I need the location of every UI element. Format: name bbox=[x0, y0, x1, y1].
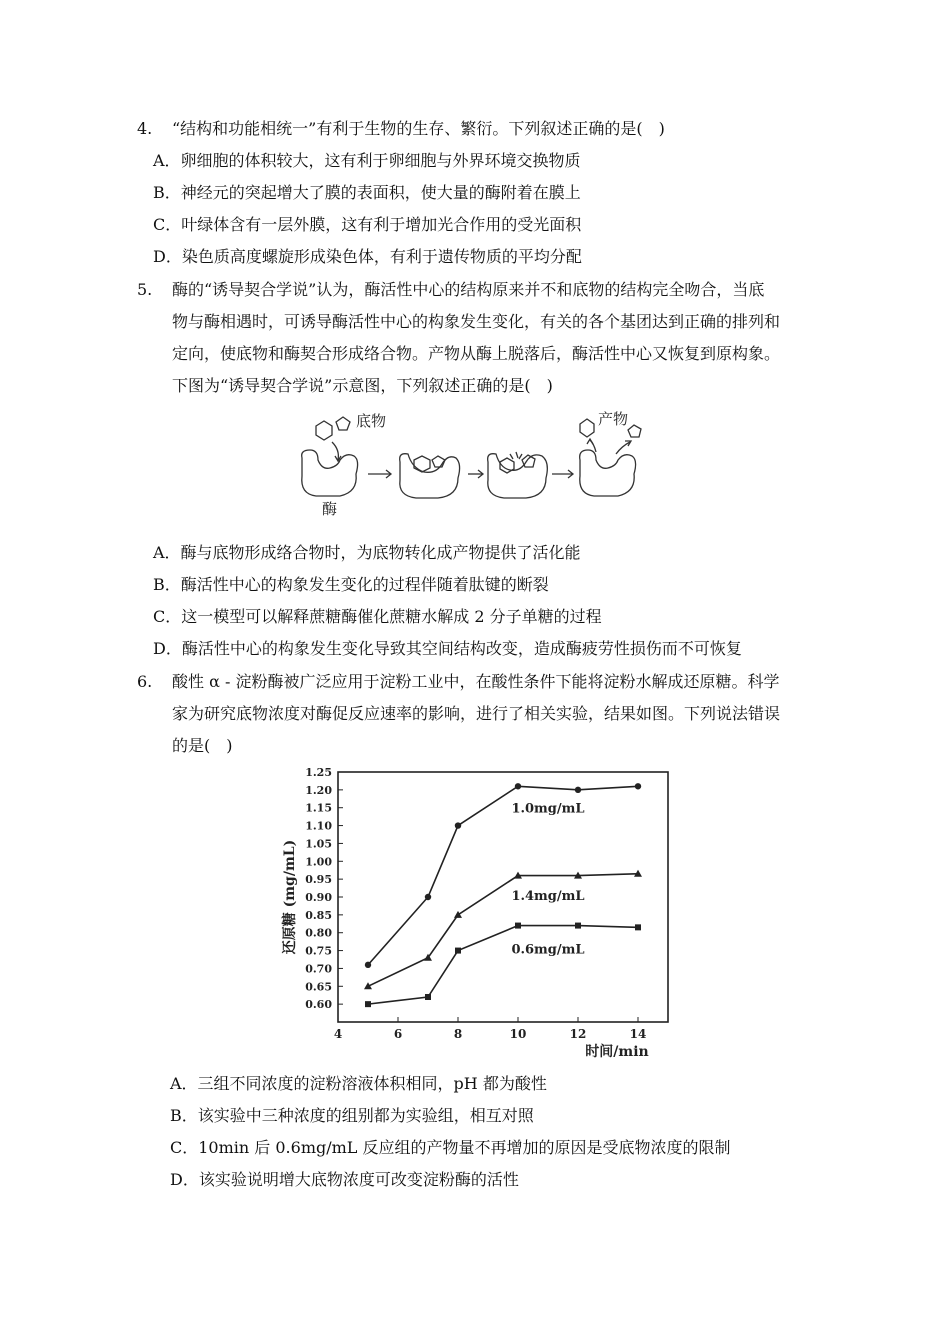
question-5-option-a: A．酶与底物形成络合物时，为底物转化成产物提供了活化能 bbox=[153, 543, 581, 562]
substrate-pentagon-shape bbox=[336, 417, 350, 430]
enzyme-shape-3 bbox=[488, 454, 548, 498]
question-5-option-c: C．这一模型可以解释蔗糖酶催化蔗糖水解成 2 分子单糖的过程 bbox=[153, 607, 602, 626]
question-5-stem-line-4: 下图为“诱导契合学说”示意图，下列叙述正确的是( ) bbox=[172, 376, 553, 395]
question-4-option-c: C．叶绿体含有一层外膜，这有利于增加光合作用的受光面积 bbox=[153, 215, 582, 234]
x-tick-label: 12 bbox=[569, 1027, 587, 1041]
series-line bbox=[368, 874, 638, 987]
x-tick-label: 14 bbox=[629, 1027, 647, 1041]
question-6-option-a: A．三组不同浓度的淀粉溶液体积相同，pH 都为酸性 bbox=[170, 1074, 547, 1093]
question-6-option-d: D．该实验说明增大底物浓度可改变淀粉酶的活性 bbox=[170, 1170, 519, 1189]
question-6-stem-line-2: 家为研究底物浓度对酶促反应速率的影响，进行了相关实验，结果如图。下列说法错误 bbox=[172, 704, 781, 723]
enzyme-shape-4 bbox=[580, 450, 636, 496]
product-label: 产物 bbox=[598, 410, 629, 428]
question-4-option-b: B．神经元的突起增大了膜的表面积，使大量的酶附着在膜上 bbox=[153, 183, 581, 202]
question-6-option-c: C．10min 后 0.6mg/mL 反应组的产物量不再增加的原因是受底物浓度的限制 bbox=[170, 1138, 731, 1157]
y-tick-label: 1.00 bbox=[305, 855, 332, 869]
question-6-stem-line-3: 的是( ) bbox=[172, 736, 233, 755]
y-tick-label: 0.70 bbox=[305, 962, 332, 976]
question-5-option-d: D．酶活性中心的构象发生变化导致其空间结构改变，造成酶疲劳性损伤而不可恢复 bbox=[153, 639, 742, 658]
series-label: 1.4mg/mL bbox=[511, 888, 585, 904]
data-point bbox=[455, 822, 461, 828]
question-6-option-b: B．该实验中三种浓度的组别都为实验组，相互对照 bbox=[170, 1106, 534, 1125]
enzyme-label: 酶 bbox=[322, 500, 338, 518]
data-point bbox=[635, 924, 641, 930]
data-point bbox=[425, 894, 431, 900]
y-tick-label: 0.60 bbox=[305, 998, 332, 1012]
data-point bbox=[575, 923, 581, 929]
data-point bbox=[455, 948, 461, 954]
x-tick-label: 10 bbox=[509, 1027, 527, 1041]
question-4-option-d: D．染色质高度螺旋形成染色体，有利于遗传物质的平均分配 bbox=[153, 247, 582, 266]
product-hexagon-shape bbox=[580, 419, 594, 437]
reducing-sugar-chart bbox=[276, 762, 676, 1062]
product-pentagon-shape bbox=[628, 425, 641, 437]
y-tick-label: 1.10 bbox=[305, 819, 332, 833]
x-tick-label: 4 bbox=[333, 1027, 343, 1041]
x-axis-label: 时间/min bbox=[585, 1044, 649, 1060]
x-tick-label: 6 bbox=[393, 1027, 403, 1041]
enzyme-shape-1 bbox=[302, 450, 358, 496]
question-5-number: 5. bbox=[137, 280, 153, 299]
question-6-number: 6. bbox=[137, 672, 153, 691]
y-tick-label: 0.80 bbox=[305, 926, 332, 940]
series-label: 1.0mg/mL bbox=[511, 801, 585, 817]
question-5-stem-line-3: 定向，使底物和酶契合形成络合物。产物从酶上脱落后，酶活性中心又恢复到原构象。 bbox=[172, 344, 781, 363]
question-5-option-b: B．酶活性中心的构象发生变化的过程伴随着肽键的断裂 bbox=[153, 575, 549, 594]
question-4-stem: “结构和功能相统一”有利于生物的生存、繁衍。下列叙述正确的是( ) bbox=[172, 119, 665, 138]
y-tick-label: 1.05 bbox=[305, 837, 332, 851]
question-4-option-a: A．卵细胞的体积较大，这有利于卵细胞与外界环境交换物质 bbox=[153, 151, 581, 170]
data-point bbox=[365, 1001, 371, 1007]
question-5-stem-line-1: 酶的“诱导契合学说”认为，酶活性中心的结构原来并不和底物的结构完全吻合，当底 bbox=[172, 280, 765, 299]
y-tick-label: 1.25 bbox=[305, 766, 332, 779]
substrate-label: 底物 bbox=[356, 412, 387, 430]
data-point bbox=[575, 787, 581, 793]
data-point bbox=[515, 783, 521, 789]
y-tick-label: 0.85 bbox=[305, 908, 332, 922]
data-point bbox=[515, 923, 521, 929]
y-axis-label: 还原糖 (mg/mL) bbox=[282, 839, 298, 955]
question-4-number: 4. bbox=[137, 119, 153, 138]
data-point bbox=[635, 783, 641, 789]
question-5-stem-line-2: 物与酶相遇时，可诱导酶活性中心的构象发生变化，有关的各个基团达到正确的排列和 bbox=[172, 312, 781, 331]
data-point bbox=[425, 994, 431, 1000]
y-tick-label: 0.65 bbox=[305, 980, 332, 994]
y-tick-label: 1.20 bbox=[305, 783, 332, 797]
data-point bbox=[365, 962, 371, 968]
y-tick-label: 0.90 bbox=[305, 891, 332, 904]
y-tick-label: 0.75 bbox=[305, 944, 332, 958]
data-point bbox=[454, 911, 462, 918]
series-line bbox=[368, 926, 638, 1005]
substrate-hexagon-shape bbox=[316, 421, 332, 440]
x-tick-label: 8 bbox=[453, 1027, 463, 1041]
series-label: 0.6mg/mL bbox=[511, 942, 585, 958]
y-tick-label: 1.15 bbox=[305, 801, 332, 815]
y-tick-label: 0.95 bbox=[305, 873, 332, 887]
induced-fit-diagram bbox=[296, 404, 656, 520]
plot-frame bbox=[338, 772, 668, 1022]
question-6-stem-line-1: 酸性 α - 淀粉酶被广泛应用于淀粉工业中，在酸性条件下能将淀粉水解成还原糖。科学 bbox=[172, 672, 780, 691]
